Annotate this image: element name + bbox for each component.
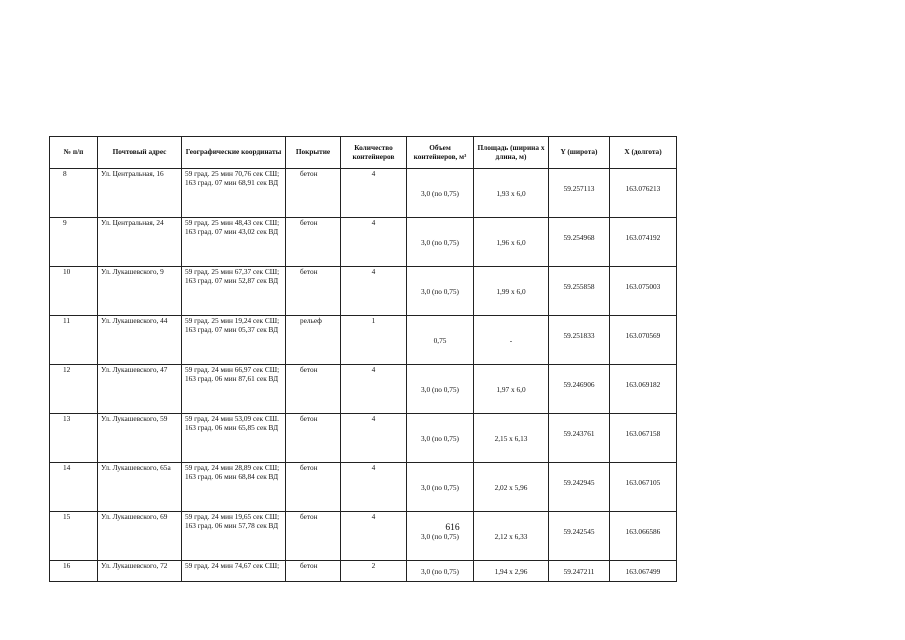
longitude-cell: 163.074192 xyxy=(610,218,677,267)
coordinate-line: 59 град. 24 мин 28,89 сек СШ; xyxy=(185,463,280,472)
container-volume-cell: 3,0 (по 0,75) xyxy=(407,365,474,414)
coordinate-line: 59 град. 24 мин 74,67 сек СШ; xyxy=(185,561,280,570)
coordinate-line: 163 град. 07 мин 05,37 сек ВД xyxy=(185,325,279,334)
header-cell: Площадь (ширина х длина, м) xyxy=(474,137,549,169)
surface-cover-cell: бетон xyxy=(286,561,341,582)
table-row xyxy=(50,218,677,267)
surface-cover-cell: бетон xyxy=(286,267,341,316)
table-row xyxy=(50,365,677,414)
table-row xyxy=(50,267,677,316)
longitude-cell: 163.070569 xyxy=(610,316,677,365)
row-number-cell: 9 xyxy=(50,218,98,267)
longitude-cell: 163.076213 xyxy=(610,169,677,218)
container-count-cell: 4 xyxy=(341,365,407,414)
longitude-cell: 163.075003 xyxy=(610,267,677,316)
latitude-cell: 59.247211 xyxy=(549,561,610,582)
longitude-cell: 163.069182 xyxy=(610,365,677,414)
postal-address-cell: Ул. Лукашевского, 65а xyxy=(98,463,182,512)
coordinate-line: 163 град. 06 мин 65,85 сек ВД xyxy=(185,423,279,432)
row-number-cell: 16 xyxy=(50,561,98,582)
geo-coordinates-cell xyxy=(182,512,286,561)
longitude-cell: 163.066586 xyxy=(610,512,677,561)
table-header-row xyxy=(50,137,677,169)
header-cell: № п/п xyxy=(50,137,98,169)
postal-address-cell: Ул. Центральная, 16 xyxy=(98,169,182,218)
latitude-cell: 59.257113 xyxy=(549,169,610,218)
coordinate-line: 59 град. 24 мин 53,09 сек СШ. xyxy=(185,414,279,423)
geo-coordinates-cell xyxy=(182,414,286,463)
geo-coordinates-cell xyxy=(182,267,286,316)
geo-coordinates-cell xyxy=(182,169,286,218)
row-number-cell: 11 xyxy=(50,316,98,365)
surface-cover-cell: бетон xyxy=(286,365,341,414)
postal-address-cell: Ул. Лукашевского, 59 xyxy=(98,414,182,463)
row-number-cell: 14 xyxy=(50,463,98,512)
latitude-cell: 59.255858 xyxy=(549,267,610,316)
coordinate-line: 163 град. 06 мин 87,61 сек ВД xyxy=(185,374,279,383)
container-volume-cell: 3,0 (по 0,75) xyxy=(407,512,474,561)
container-count-cell: 4 xyxy=(341,414,407,463)
coordinate-line: 163 град. 07 мин 43,02 сек ВД xyxy=(185,227,279,236)
geo-coordinates-cell xyxy=(182,561,286,582)
postal-address-cell: Ул. Лукашевского, 72 xyxy=(98,561,182,582)
table-row xyxy=(50,414,677,463)
row-number-cell: 13 xyxy=(50,414,98,463)
header-cell: Покрытие xyxy=(286,137,341,169)
table-row xyxy=(50,316,677,365)
coordinate-line: 59 град. 24 мин 19,65 сек СШ; xyxy=(185,512,280,521)
surface-cover-cell: рельеф xyxy=(286,316,341,365)
header-cell: Объем контейнеров, м³ xyxy=(407,137,474,169)
latitude-cell: 59.251833 xyxy=(549,316,610,365)
header-cell: Географические координаты xyxy=(182,137,286,169)
postal-address-cell: Ул. Лукашевского, 44 xyxy=(98,316,182,365)
container-count-cell: 4 xyxy=(341,512,407,561)
site-area-cell: 1,96 х 6,0 xyxy=(474,218,549,267)
container-count-cell: 4 xyxy=(341,463,407,512)
container-volume-cell: 3,0 (по 0,75) xyxy=(407,169,474,218)
table-row xyxy=(50,512,677,561)
coordinate-line: 59 град. 24 мин 66,97 сек СШ; xyxy=(185,365,280,374)
container-count-cell: 4 xyxy=(341,169,407,218)
site-area-cell: - xyxy=(474,316,549,365)
site-area-cell: 2,02 х 5,96 xyxy=(474,463,549,512)
header-cell: Количество контейнеров xyxy=(341,137,407,169)
site-area-cell: 1,97 х 6,0 xyxy=(474,365,549,414)
container-count-cell: 4 xyxy=(341,267,407,316)
site-area-cell: 1,99 х 6,0 xyxy=(474,267,549,316)
container-count-cell: 1 xyxy=(341,316,407,365)
container-volume-cell: 3,0 (по 0,75) xyxy=(407,267,474,316)
container-volume-cell: 3,0 (по 0,75) xyxy=(407,561,474,582)
coordinate-line: 59 град. 25 мин 19,24 сек СШ; xyxy=(185,316,280,325)
latitude-cell: 59.254968 xyxy=(549,218,610,267)
latitude-cell: 59.242945 xyxy=(549,463,610,512)
row-number-cell: 12 xyxy=(50,365,98,414)
container-sites-table xyxy=(49,136,677,582)
coordinate-line: 59 град. 25 мин 70,76 сек СШ; xyxy=(185,169,280,178)
site-area-cell: 1,93 х 6,0 xyxy=(474,169,549,218)
surface-cover-cell: бетон xyxy=(286,218,341,267)
latitude-cell: 59.243761 xyxy=(549,414,610,463)
latitude-cell: 59.246906 xyxy=(549,365,610,414)
page-number: 616 xyxy=(445,523,460,533)
header-cell: Почтовый адрес xyxy=(98,137,182,169)
site-area-cell: 2,12 х 6,33 xyxy=(474,512,549,561)
site-area-cell: 1,94 х 2,96 xyxy=(474,561,549,582)
table-row xyxy=(50,169,677,218)
row-number-cell: 8 xyxy=(50,169,98,218)
coordinate-line: 59 град. 25 мин 67,37 сек СШ; xyxy=(185,267,280,276)
coordinate-line: 163 град. 06 мин 57,78 сек ВД xyxy=(185,521,279,530)
container-volume-cell: 0,75 xyxy=(407,316,474,365)
postal-address-cell: Ул. Центральная, 24 xyxy=(98,218,182,267)
header-cell: X (долгота) xyxy=(610,137,677,169)
table-row xyxy=(50,463,677,512)
coordinate-line: 163 град. 07 мин 52,87 сек ВД xyxy=(185,276,279,285)
longitude-cell: 163.067105 xyxy=(610,463,677,512)
coordinate-line: 59 град. 25 мин 48,43 сек СШ; xyxy=(185,218,280,227)
row-number-cell: 10 xyxy=(50,267,98,316)
longitude-cell: 163.067499 xyxy=(610,561,677,582)
postal-address-cell: Ул. Лукашевского, 69 xyxy=(98,512,182,561)
surface-cover-cell: бетон xyxy=(286,169,341,218)
row-number-cell: 15 xyxy=(50,512,98,561)
geo-coordinates-cell xyxy=(182,365,286,414)
site-area-cell: 2,15 х 6,13 xyxy=(474,414,549,463)
table-body xyxy=(50,169,677,582)
header-cell: Y (широта) xyxy=(549,137,610,169)
geo-coordinates-cell xyxy=(182,218,286,267)
surface-cover-cell: бетон xyxy=(286,512,341,561)
latitude-cell: 59.242545 xyxy=(549,512,610,561)
container-volume-cell: 3,0 (по 0,75) xyxy=(407,414,474,463)
postal-address-cell: Ул. Лукашевского, 9 xyxy=(98,267,182,316)
postal-address-cell: Ул. Лукашевского, 47 xyxy=(98,365,182,414)
container-count-cell: 4 xyxy=(341,218,407,267)
table-row xyxy=(50,561,677,582)
geo-coordinates-cell xyxy=(182,463,286,512)
surface-cover-cell: бетон xyxy=(286,463,341,512)
surface-cover-cell: бетон xyxy=(286,414,341,463)
geo-coordinates-cell xyxy=(182,316,286,365)
container-count-cell: 2 xyxy=(341,561,407,582)
container-volume-cell: 3,0 (по 0,75) xyxy=(407,463,474,512)
longitude-cell: 163.067158 xyxy=(610,414,677,463)
coordinate-line: 163 град. 06 мин 68,84 сек ВД xyxy=(185,472,279,481)
container-volume-cell: 3,0 (по 0,75) xyxy=(407,218,474,267)
coordinate-line: 163 град. 07 мин 68,91 сек ВД xyxy=(185,178,279,187)
